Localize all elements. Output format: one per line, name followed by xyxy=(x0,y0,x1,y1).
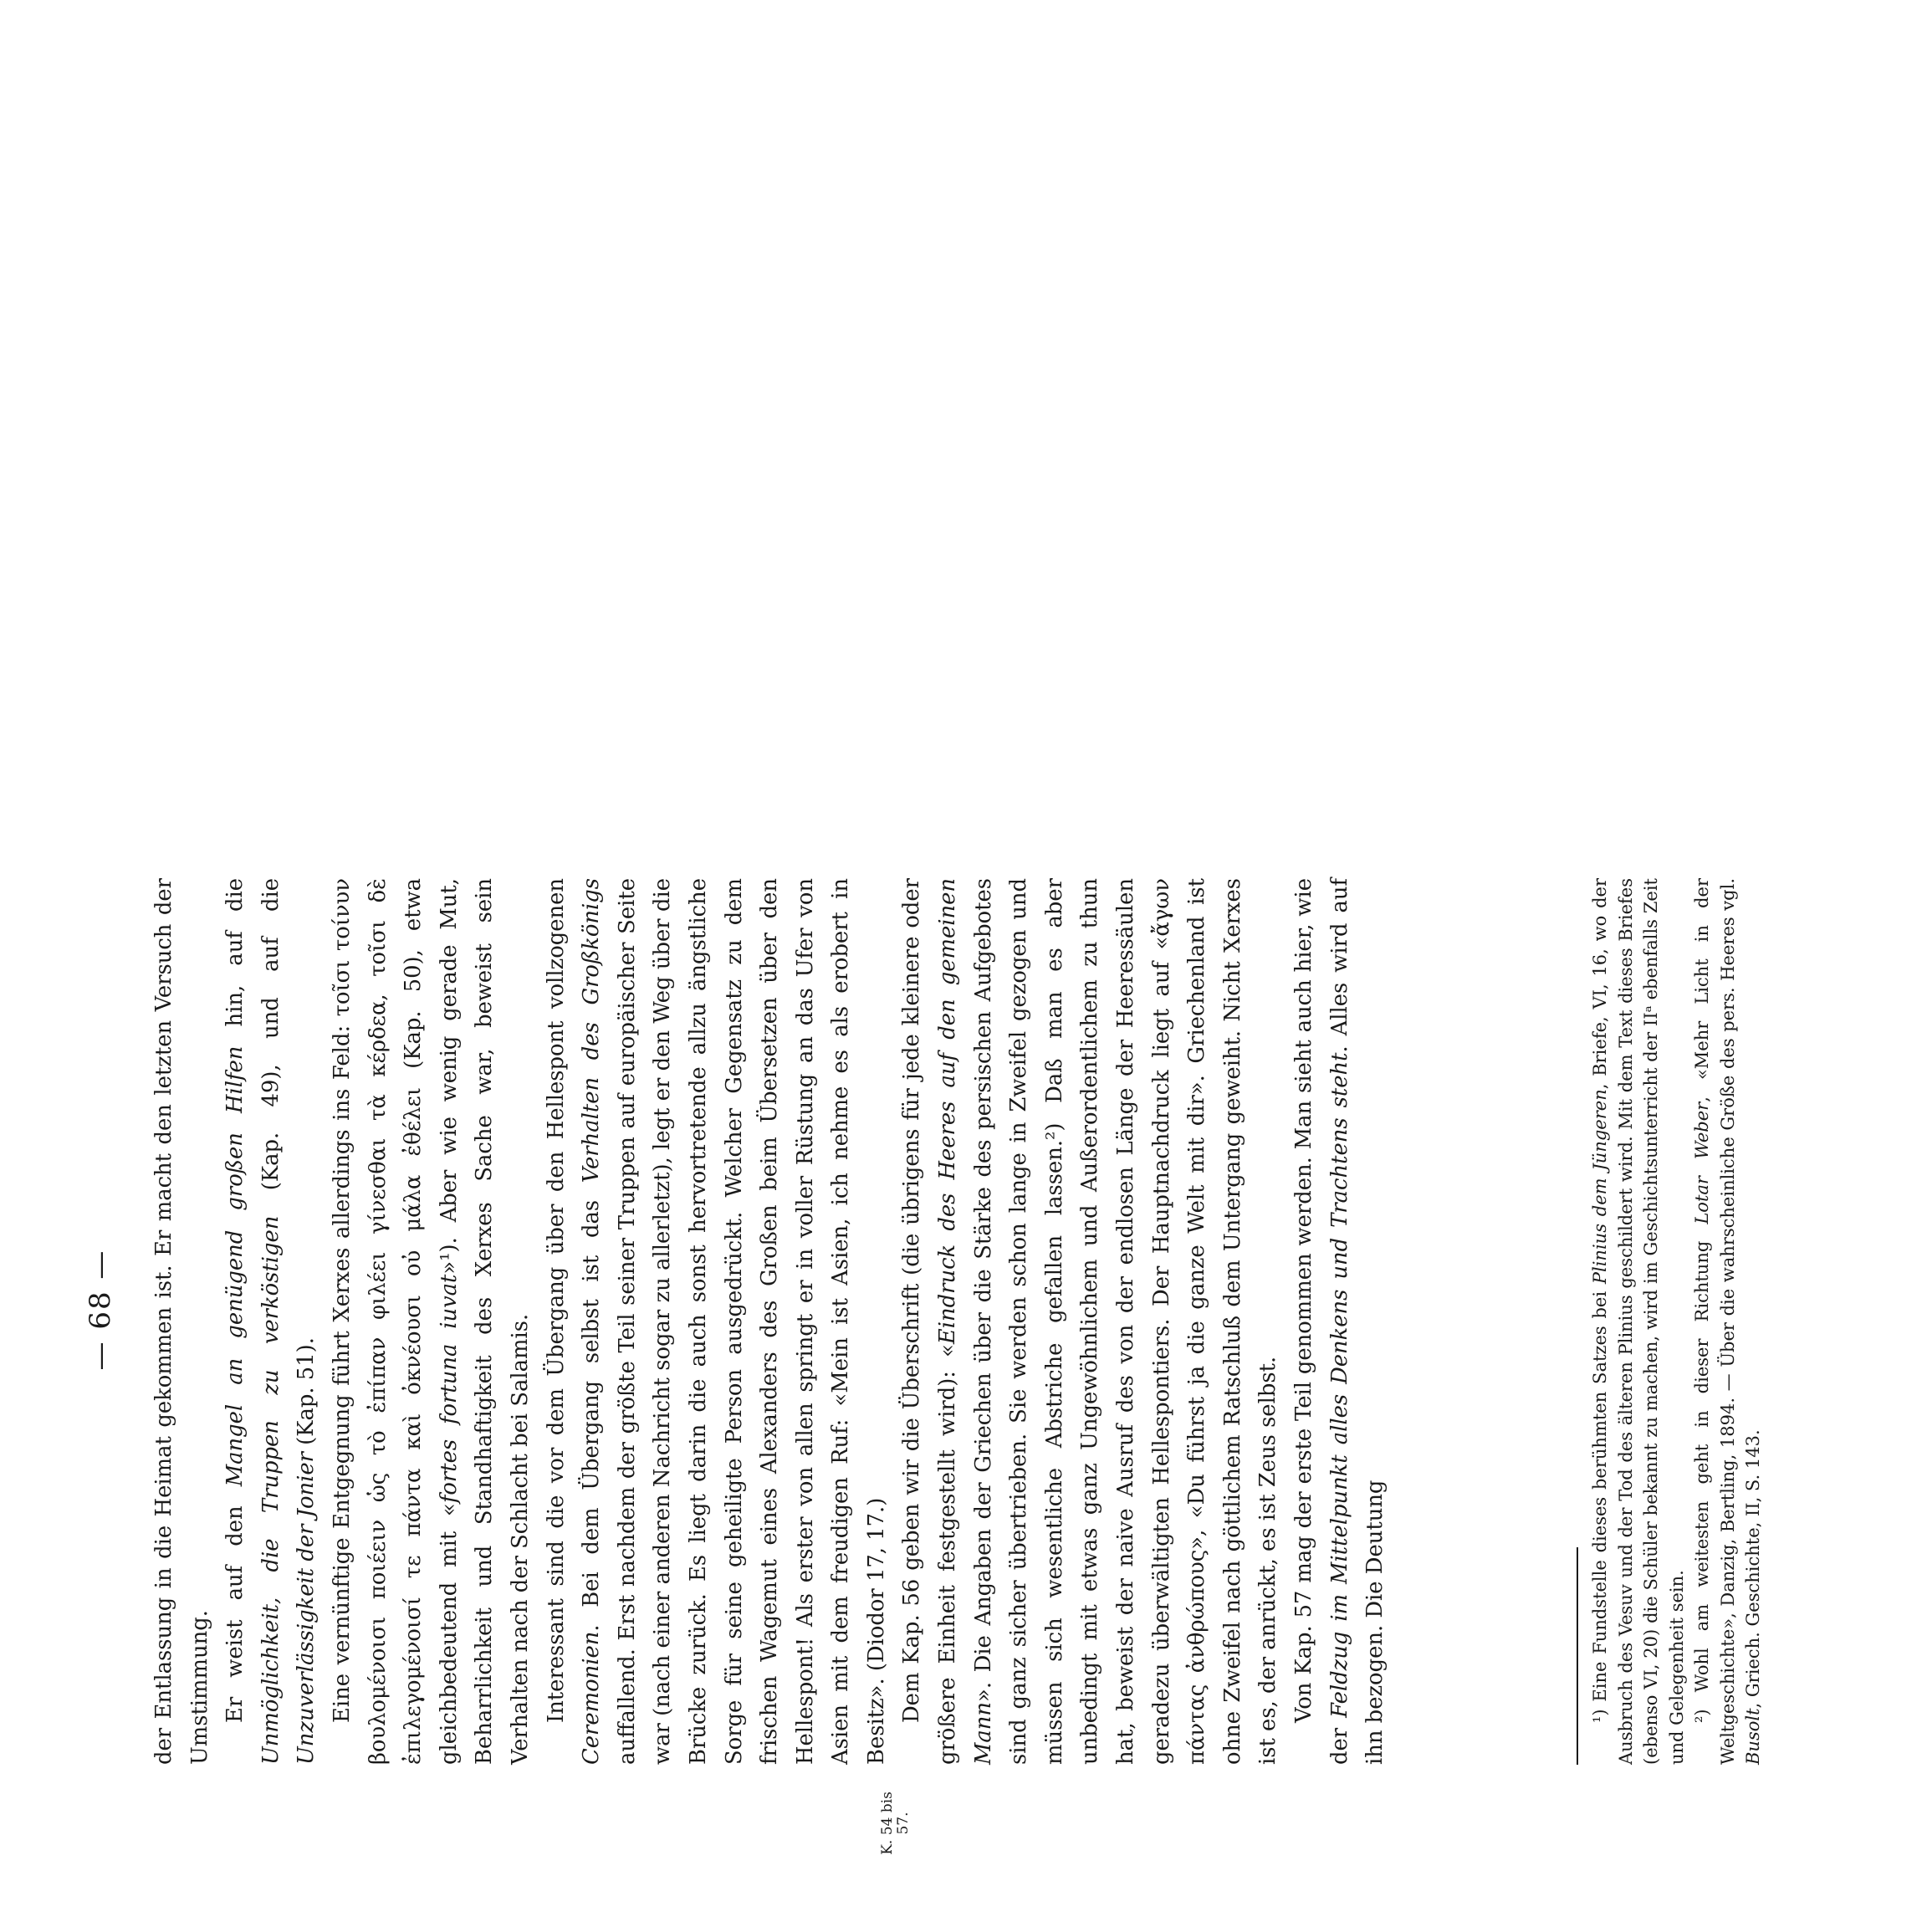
emphasized-text: Lotar Weber xyxy=(1692,1101,1712,1224)
emphasized-text: Eindruck des Heeres auf den gemeinen Mann xyxy=(935,877,996,1765)
text-run: »¹). Aber wie wenig gerade Mut, Beharrlichkeit und Standhaftigkeit des Xerxes Sache war, beweist sein Verhalten nach der Schlacht bei Salamis. xyxy=(436,878,533,1765)
text-run: der Entlassung in die Heimat gekommen ist. Er macht den letzten Versuch der Umstimmung. xyxy=(151,878,212,1765)
text-run: , «Mehr Licht in der Weltgeschichte», Danzig, Bertling, 1894. — Über die wahrscheinliche Größe des pers. Heeres vgl. xyxy=(1692,878,1738,1765)
text-run: Dem Kap. 56 geben wir die Überschrift (die übrigens für jede kleinere oder größere Einheit festgestellt wird): « xyxy=(899,878,961,1765)
emphasized-text: Ceremonien xyxy=(579,1631,605,1765)
emphasized-text: Feldzug im Mittelpunkt alles Denkens und Trachtens steht xyxy=(1326,1052,1352,1718)
footnote-separator xyxy=(1577,1547,1578,1765)
text-run: Interessant sind die vor dem Übergang über den Hellespont vollzogenen xyxy=(543,878,569,1723)
emphasized-text: Busolt xyxy=(1743,1708,1763,1765)
text-run: , Griech. Geschichte, II, S. 143. xyxy=(1743,1429,1763,1709)
text-run: Eine vernünftige Entgegnung führt Xerxes allerdings ins Feld: τοῖσι τοίνυν βουλομένοισι ποιέειν ὡς τὸ ἐπίπαν φιλέει γίνεσθαι τὰ κέρδεα, τοῖσι δὲ ἐπιλεγομένοισί τε πάντα καὶ ὀκνέουσι οὐ μάλα ἐθέλει (Kap. 50), etwa gleichbedeutend mit « xyxy=(329,878,462,1765)
footnote xyxy=(1689,878,1766,1765)
emphasized-text: Verhalten des Großkönigs xyxy=(579,878,605,1183)
text-run: ». Die Angaben der Griechen über die Stärke des persischen Aufgebotes sind ganz sicher übertrieben. Sie werden schon lange in Zweifel gezogen und müssen sich wesentliche Abstriche gefallen lassen.²) Daß man es aber unbedingt mit etwas ganz Ungewöhnlichem und Außerordentlichem zu thun hat, beweist der naive Ausruf des von der endlosen Länge der Heeressäulen geradezu überwältigten Hellespontiers. Der Hauptnachdruck liegt auf «ἄγων πάντας ἀνθρώπους», «Du führst ja die ganze Welt mit dir». Griechenland ist ohne Zweifel nach göttlichem Ratschluß dem Untergang geweiht. Nicht Xerxes ist es, der anrückt, es ist Zeus selbst. xyxy=(970,878,1281,1765)
text-run: ²) Wohl am weitesten geht in dieser Richtung xyxy=(1692,1224,1712,1723)
emphasized-text: Mangel an genügend großen Hilfen xyxy=(222,1045,248,1487)
page-number: — 68 — xyxy=(84,1249,117,1371)
paragraph xyxy=(539,878,895,1765)
paragraph xyxy=(146,878,217,1765)
paragraph xyxy=(894,878,1286,1765)
book-page xyxy=(0,687,1932,1932)
paragraph xyxy=(217,878,325,1765)
text-run: hin, auf die xyxy=(222,878,248,1046)
text-run: (Kap. 51). xyxy=(294,1337,319,1453)
text-run: . Alles wird auf ihn bezogen. Die Deutung xyxy=(1326,878,1388,1765)
footnote xyxy=(1587,878,1689,1765)
text-run: , Briefe, VI, 16, wo der Ausbruch des Vesuv und der Tod des älteren Plinius geschildert wird. Mit dem Text dieses Briefes (ebenso VI, 20) die Schüler bekannt zu machen, wird im Geschichtsunterricht der IIᵃ ebenfalls Zeit und Gelegenheit sein. xyxy=(1590,878,1687,1765)
emphasized-text: fortes fortuna iuvat xyxy=(436,1274,462,1504)
main-text xyxy=(146,878,1393,1765)
text-run: . Bei dem Übergang selbst ist das xyxy=(579,1183,605,1632)
text-run: ¹) Eine Fundstelle dieses berühmten Satzes bei xyxy=(1590,1284,1610,1723)
paragraph xyxy=(325,878,539,1765)
text-run: Er weist auf den xyxy=(222,1486,248,1723)
text-run: auffallend. Erst nachdem der größte Teil seiner Truppen auf europäischer Seite war (nach einer anderen Nachricht sogar zu allerletzt), legt er den Weg über die Brücke zurück. Es liegt darin die auch sonst hervortretende allzu ängstliche Sorge für seine geheiligte Person ausgedrückt. Welcher Gegensatz zu dem frischen Wagemut eines Alexanders des Großen beim Übersetzen über den Hellespont! Als erster von allen springt er in voller Rüstung an das Ufer von Asien mit dem freudigen Ruf: «Mein ist Asien, ich nehme es als erobert in Besitz». (Diodor 17, 17.) xyxy=(614,878,889,1765)
emphasized-text: Plinius dem Jüngeren xyxy=(1590,1089,1610,1285)
emphasized-text: Unmöglichkeit, die Truppen zu verköstigen xyxy=(258,1215,284,1765)
footnotes xyxy=(1587,878,1766,1765)
paragraph xyxy=(1286,878,1393,1765)
emphasized-text: Unzuverlässigkeit der Jonier xyxy=(294,1452,319,1765)
text-run: Von Kap. 57 mag der erste Teil genommen werden. Man sieht auch hier, wie der xyxy=(1291,878,1352,1765)
text-run: (Kap. 49), und auf die xyxy=(258,878,284,1216)
marginal-note: K. 54 bis 57. xyxy=(879,1791,912,1855)
